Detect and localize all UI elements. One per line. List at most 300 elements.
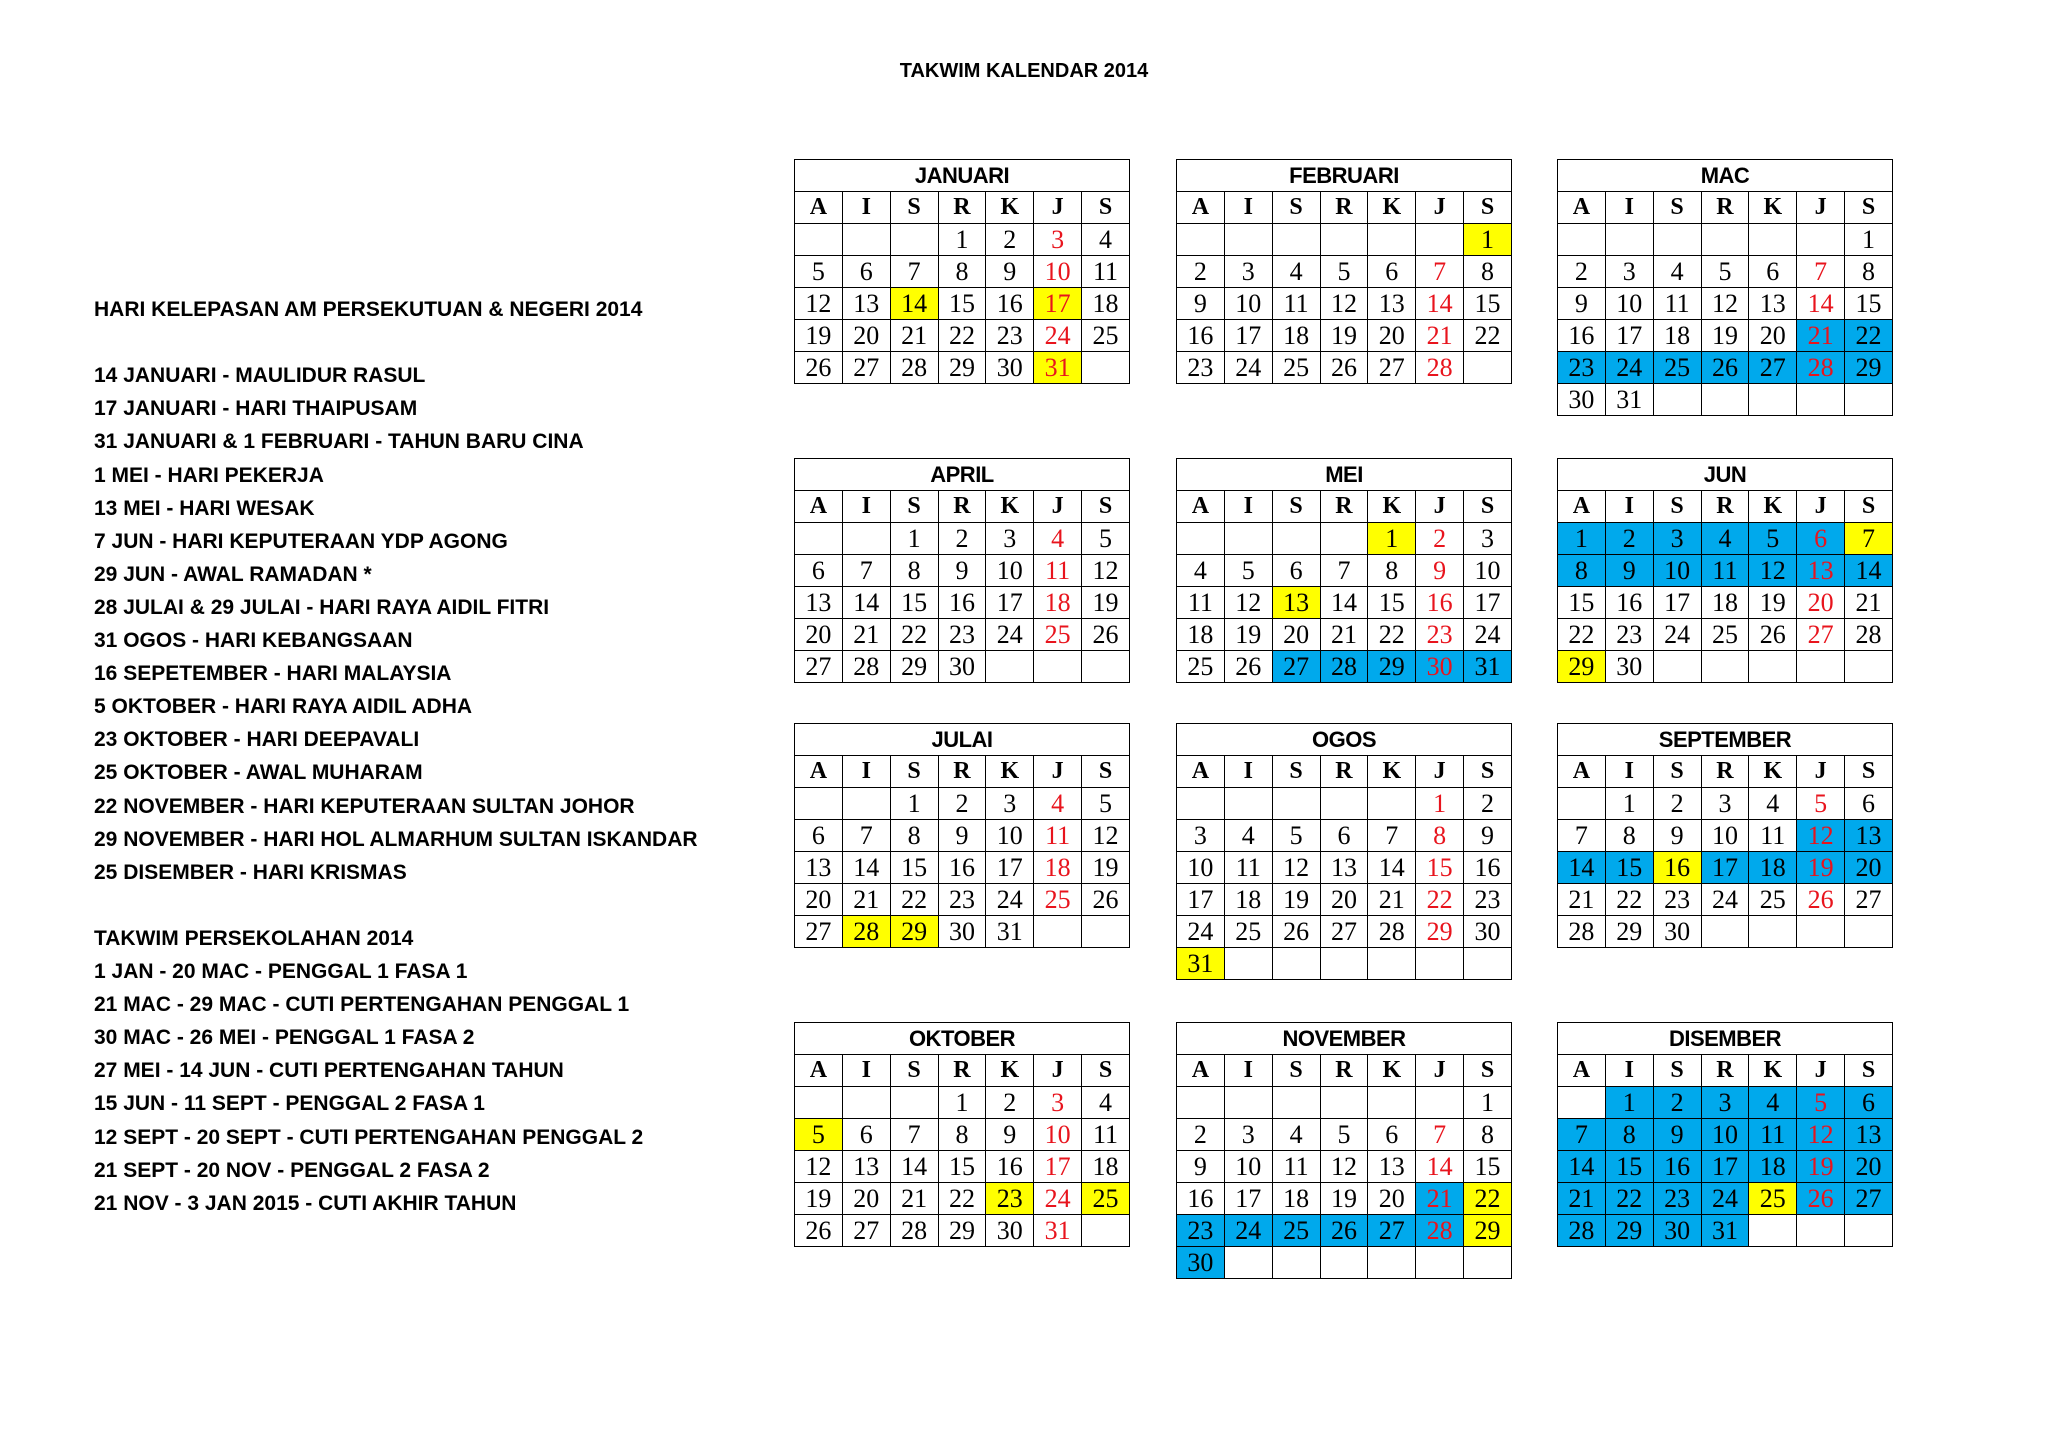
weekday-header: S [890,1055,938,1087]
day-cell [1272,788,1320,820]
day-cell: 9 [1464,820,1512,852]
day-cell [1558,788,1606,820]
day-cell [1320,1247,1368,1279]
day-cell: 18 [1034,587,1082,619]
day-cell: 21 [842,884,890,916]
day-cell: 13 [795,587,843,619]
day-cell: 2 [1177,1119,1225,1151]
day-cell [1558,224,1606,256]
month-januari [794,159,1130,384]
day-cell: 15 [1845,288,1893,320]
day-cell: 13 [1845,1119,1893,1151]
day-cell: 2 [1558,256,1606,288]
day-cell: 27 [1797,619,1845,651]
day-cell: 22 [1558,619,1606,651]
day-cell: 8 [1464,256,1512,288]
day-cell [1272,523,1320,555]
day-cell: 7 [1558,820,1606,852]
day-cell: 4 [1034,523,1082,555]
day-cell: 11 [1224,852,1272,884]
day-cell: 19 [1272,884,1320,916]
day-cell: 11 [1272,1151,1320,1183]
day-cell: 19 [1082,852,1130,884]
day-cell: 19 [795,320,843,352]
day-cell: 19 [795,1183,843,1215]
day-cell: 14 [842,852,890,884]
day-cell: 20 [795,884,843,916]
day-cell: 21 [1320,619,1368,651]
day-cell [1320,224,1368,256]
day-cell: 4 [1082,1087,1130,1119]
day-cell: 5 [795,256,843,288]
day-cell [1653,224,1701,256]
day-cell: 10 [1653,555,1701,587]
day-cell: 3 [1701,1087,1749,1119]
day-cell: 13 [842,288,890,320]
list-item: 31 JANUARI & 1 FEBRUARI - TAHUN BARU CINA [94,430,584,454]
day-cell: 24 [1701,884,1749,916]
day-cell: 8 [1605,1119,1653,1151]
month-oktober [794,1022,1130,1247]
day-cell: 25 [1272,352,1320,384]
day-cell: 22 [890,619,938,651]
day-cell [1224,1247,1272,1279]
weekday-header: J [1034,756,1082,788]
day-cell: 1 [1416,788,1464,820]
day-cell [1749,224,1797,256]
day-cell: 27 [795,916,843,948]
day-cell: 14 [1797,288,1845,320]
day-cell: 26 [795,352,843,384]
day-cell [1416,948,1464,980]
day-cell: 10 [1224,1151,1272,1183]
day-cell: 29 [938,352,986,384]
weekday-header: R [1320,192,1368,224]
day-cell: 3 [1701,788,1749,820]
day-cell: 25 [1272,1215,1320,1247]
month-mei [1176,458,1512,683]
day-cell: 15 [938,1151,986,1183]
day-cell: 19 [1082,587,1130,619]
day-cell: 13 [1368,1151,1416,1183]
day-cell [1701,384,1749,416]
day-cell: 30 [986,1215,1034,1247]
day-cell: 5 [1797,1087,1845,1119]
day-cell [1368,788,1416,820]
day-cell: 30 [1653,1215,1701,1247]
day-cell: 25 [1177,651,1225,683]
list-item: 28 JULAI & 29 JULAI - HARI RAYA AIDIL FITRI [94,595,550,619]
day-cell: 22 [1368,619,1416,651]
weekday-header: I [842,192,890,224]
day-cell: 28 [1845,619,1893,651]
day-cell: 26 [1797,1183,1845,1215]
day-cell: 31 [1464,651,1512,683]
day-cell: 16 [938,587,986,619]
day-cell [795,788,843,820]
day-cell [1320,523,1368,555]
day-cell: 8 [1464,1119,1512,1151]
day-cell: 11 [1082,256,1130,288]
day-cell: 25 [1082,1183,1130,1215]
day-cell: 2 [1653,1087,1701,1119]
weekday-header: S [1464,756,1512,788]
weekday-header: S [1272,491,1320,523]
weekday-header: A [1177,756,1225,788]
day-cell [1177,523,1225,555]
day-cell: 24 [1653,619,1701,651]
day-cell [1368,948,1416,980]
day-cell: 15 [1605,1151,1653,1183]
day-cell: 24 [1034,320,1082,352]
weekday-header: R [938,756,986,788]
day-cell [1701,651,1749,683]
day-cell: 20 [1845,1151,1893,1183]
day-cell [795,523,843,555]
weekday-header: J [1797,491,1845,523]
weekday-header: A [1558,491,1606,523]
day-cell: 13 [1320,852,1368,884]
day-cell: 31 [1605,384,1653,416]
day-cell [1464,948,1512,980]
day-cell: 31 [1034,1215,1082,1247]
day-cell [842,224,890,256]
day-cell: 8 [1558,555,1606,587]
weekday-header: J [1034,491,1082,523]
day-cell: 20 [1368,320,1416,352]
day-cell: 14 [1558,1151,1606,1183]
list-item: 21 NOV - 3 JAN 2015 - CUTI AKHIR TAHUN [94,1191,517,1215]
list-item: 21 SEPT - 20 NOV - PENGGAL 2 FASA 2 [94,1158,490,1182]
day-cell: 14 [842,587,890,619]
day-cell: 24 [986,884,1034,916]
day-cell [1749,1215,1797,1247]
weekday-header: K [1368,192,1416,224]
day-cell: 1 [1368,523,1416,555]
day-cell: 10 [1701,1119,1749,1151]
day-cell: 1 [1845,224,1893,256]
day-cell: 11 [1701,555,1749,587]
day-cell: 9 [1653,820,1701,852]
day-cell: 4 [1177,555,1225,587]
day-cell: 21 [890,320,938,352]
day-cell: 17 [1224,320,1272,352]
day-cell: 2 [1416,523,1464,555]
month-disember [1557,1022,1893,1247]
day-cell: 7 [1845,523,1893,555]
day-cell: 7 [1416,1119,1464,1151]
day-cell: 14 [1845,555,1893,587]
day-cell: 14 [890,288,938,320]
day-cell: 31 [1034,352,1082,384]
day-cell: 18 [1177,619,1225,651]
day-cell [1224,788,1272,820]
weekday-header: A [1177,491,1225,523]
weekday-header: R [1701,756,1749,788]
day-cell: 8 [1368,555,1416,587]
day-cell: 16 [1416,587,1464,619]
day-cell: 24 [1224,352,1272,384]
weekday-header: S [890,756,938,788]
day-cell: 1 [890,523,938,555]
day-cell: 17 [1605,320,1653,352]
day-cell: 11 [1749,1119,1797,1151]
day-cell [1797,224,1845,256]
day-cell: 8 [1845,256,1893,288]
day-cell: 2 [1464,788,1512,820]
day-cell: 6 [1368,256,1416,288]
weekday-header: S [1464,192,1512,224]
day-cell: 18 [1082,288,1130,320]
day-cell: 6 [795,820,843,852]
day-cell [1797,1215,1845,1247]
day-cell [890,1087,938,1119]
day-cell: 13 [1749,288,1797,320]
day-cell: 19 [1797,1151,1845,1183]
day-cell: 3 [1034,1087,1082,1119]
day-cell: 14 [890,1151,938,1183]
day-cell [795,224,843,256]
list-item: 30 MAC - 26 MEI - PENGGAL 1 FASA 2 [94,1026,475,1050]
day-cell [1177,1087,1225,1119]
day-cell: 5 [1272,820,1320,852]
day-cell: 4 [1272,256,1320,288]
weekday-header: I [1224,491,1272,523]
day-cell: 6 [1320,820,1368,852]
weekday-header: S [1082,491,1130,523]
day-cell: 3 [986,788,1034,820]
day-cell: 27 [842,352,890,384]
day-cell: 2 [938,788,986,820]
day-cell: 24 [986,619,1034,651]
day-cell [1416,1247,1464,1279]
month-name: JANUARI [795,160,1130,192]
day-cell: 16 [1558,320,1606,352]
day-cell: 17 [1034,288,1082,320]
day-cell: 7 [1320,555,1368,587]
day-cell: 14 [1320,587,1368,619]
month-name: OGOS [1177,724,1512,756]
day-cell: 21 [1416,320,1464,352]
day-cell: 24 [1034,1183,1082,1215]
weekday-header: A [1177,1055,1225,1087]
day-cell: 6 [1797,523,1845,555]
day-cell: 15 [890,587,938,619]
weekday-header: I [1605,192,1653,224]
day-cell: 11 [1653,288,1701,320]
day-cell: 24 [1224,1215,1272,1247]
day-cell: 20 [842,1183,890,1215]
list-item: 1 JAN - 20 MAC - PENGGAL 1 FASA 1 [94,960,468,983]
day-cell: 7 [890,256,938,288]
day-cell: 12 [1224,587,1272,619]
list-item: 1 MEI - HARI PEKERJA [94,463,324,487]
day-cell [1272,1247,1320,1279]
day-cell: 4 [1224,820,1272,852]
month-name: MEI [1177,459,1512,491]
day-cell: 2 [986,224,1034,256]
day-cell: 5 [1082,788,1130,820]
day-cell: 21 [1558,884,1606,916]
day-cell: 21 [1845,587,1893,619]
day-cell: 1 [1605,788,1653,820]
day-cell [1082,916,1130,948]
day-cell: 22 [890,884,938,916]
day-cell: 23 [1558,352,1606,384]
day-cell: 8 [890,555,938,587]
day-cell: 18 [1272,1183,1320,1215]
day-cell: 19 [1749,587,1797,619]
day-cell: 13 [1368,288,1416,320]
weekday-header: J [1034,1055,1082,1087]
day-cell: 12 [1749,555,1797,587]
day-cell: 28 [842,916,890,948]
month-april [794,458,1130,683]
day-cell: 6 [1749,256,1797,288]
day-cell [1177,224,1225,256]
day-cell: 13 [1797,555,1845,587]
weekday-header: K [1368,756,1416,788]
weekday-header: S [1082,1055,1130,1087]
day-cell: 11 [1177,587,1225,619]
day-cell: 30 [1416,651,1464,683]
day-cell: 10 [1605,288,1653,320]
day-cell: 5 [795,1119,843,1151]
weekday-header: R [1320,1055,1368,1087]
day-cell: 4 [1749,788,1797,820]
day-cell: 23 [938,884,986,916]
day-cell: 15 [1368,587,1416,619]
weekday-header: K [986,1055,1034,1087]
list-item: 14 JANUARI - MAULIDUR RASUL [94,364,426,388]
day-cell: 26 [1224,651,1272,683]
day-cell: 29 [1416,916,1464,948]
day-cell: 7 [842,555,890,587]
day-cell [1368,224,1416,256]
weekday-header: K [1749,1055,1797,1087]
weekday-header: J [1797,756,1845,788]
day-cell: 18 [1749,1151,1797,1183]
day-cell [795,1087,843,1119]
day-cell: 25 [1749,884,1797,916]
weekday-header: A [1177,192,1225,224]
month-name: MAC [1558,160,1893,192]
day-cell: 28 [1416,1215,1464,1247]
day-cell: 3 [1224,1119,1272,1151]
day-cell: 27 [1272,651,1320,683]
weekday-header: J [1034,192,1082,224]
weekday-header: S [1653,756,1701,788]
day-cell [1272,948,1320,980]
weekday-header: K [1749,756,1797,788]
day-cell [1797,384,1845,416]
weekday-header: A [1558,1055,1606,1087]
day-cell: 23 [986,320,1034,352]
day-cell: 20 [842,320,890,352]
day-cell: 15 [1605,852,1653,884]
day-cell: 21 [1558,1183,1606,1215]
day-cell: 23 [1177,1215,1225,1247]
day-cell: 30 [938,651,986,683]
day-cell: 12 [795,288,843,320]
day-cell: 12 [1320,1151,1368,1183]
list-item: 25 OKTOBER - AWAL MUHARAM [94,761,423,785]
day-cell: 14 [1558,852,1606,884]
day-cell: 10 [1034,256,1082,288]
month-ogos [1176,723,1512,980]
day-cell: 21 [842,619,890,651]
day-cell [1224,948,1272,980]
day-cell [1368,1087,1416,1119]
day-cell [1845,651,1893,683]
weekday-header: A [795,192,843,224]
day-cell: 29 [1368,651,1416,683]
weekday-header: I [842,1055,890,1087]
weekday-header: K [1368,1055,1416,1087]
day-cell: 10 [986,555,1034,587]
day-cell: 17 [1653,587,1701,619]
weekday-header: J [1416,756,1464,788]
month-name: DISEMBER [1558,1023,1893,1055]
day-cell: 27 [1320,916,1368,948]
day-cell: 12 [1797,1119,1845,1151]
day-cell: 22 [1845,320,1893,352]
day-cell: 19 [1701,320,1749,352]
day-cell: 23 [1416,619,1464,651]
day-cell: 16 [1177,320,1225,352]
day-cell [1416,224,1464,256]
day-cell: 27 [842,1215,890,1247]
day-cell: 10 [986,820,1034,852]
day-cell: 31 [986,916,1034,948]
day-cell: 1 [1464,224,1512,256]
day-cell: 2 [1177,256,1225,288]
weekday-header: A [795,1055,843,1087]
list-item: 31 OGOS - HARI KEBANGSAAN [94,629,413,652]
day-cell: 6 [1845,788,1893,820]
weekday-header: S [1653,491,1701,523]
list-item: 7 JUN - HARI KEPUTERAAN YDP AGONG [94,529,508,553]
day-cell: 9 [986,1119,1034,1151]
day-cell [1368,1247,1416,1279]
day-cell: 3 [1177,820,1225,852]
day-cell: 18 [1701,587,1749,619]
day-cell: 22 [938,320,986,352]
day-cell: 20 [1797,587,1845,619]
day-cell: 3 [986,523,1034,555]
day-cell [1845,1215,1893,1247]
day-cell: 2 [1653,788,1701,820]
day-cell: 15 [1464,1151,1512,1183]
day-cell [1082,352,1130,384]
day-cell: 18 [1034,852,1082,884]
day-cell: 14 [1368,852,1416,884]
day-cell: 8 [1605,820,1653,852]
day-cell: 1 [1464,1087,1512,1119]
weekday-header: S [1464,491,1512,523]
day-cell: 6 [1368,1119,1416,1151]
day-cell: 2 [1605,523,1653,555]
list-item: 25 DISEMBER - HARI KRISMAS [94,860,407,884]
day-cell [1797,916,1845,948]
day-cell: 29 [1605,1215,1653,1247]
day-cell: 25 [1224,916,1272,948]
day-cell: 5 [1797,788,1845,820]
day-cell: 9 [986,256,1034,288]
day-cell: 30 [1558,384,1606,416]
weekday-header: R [1320,756,1368,788]
day-cell: 14 [1416,1151,1464,1183]
